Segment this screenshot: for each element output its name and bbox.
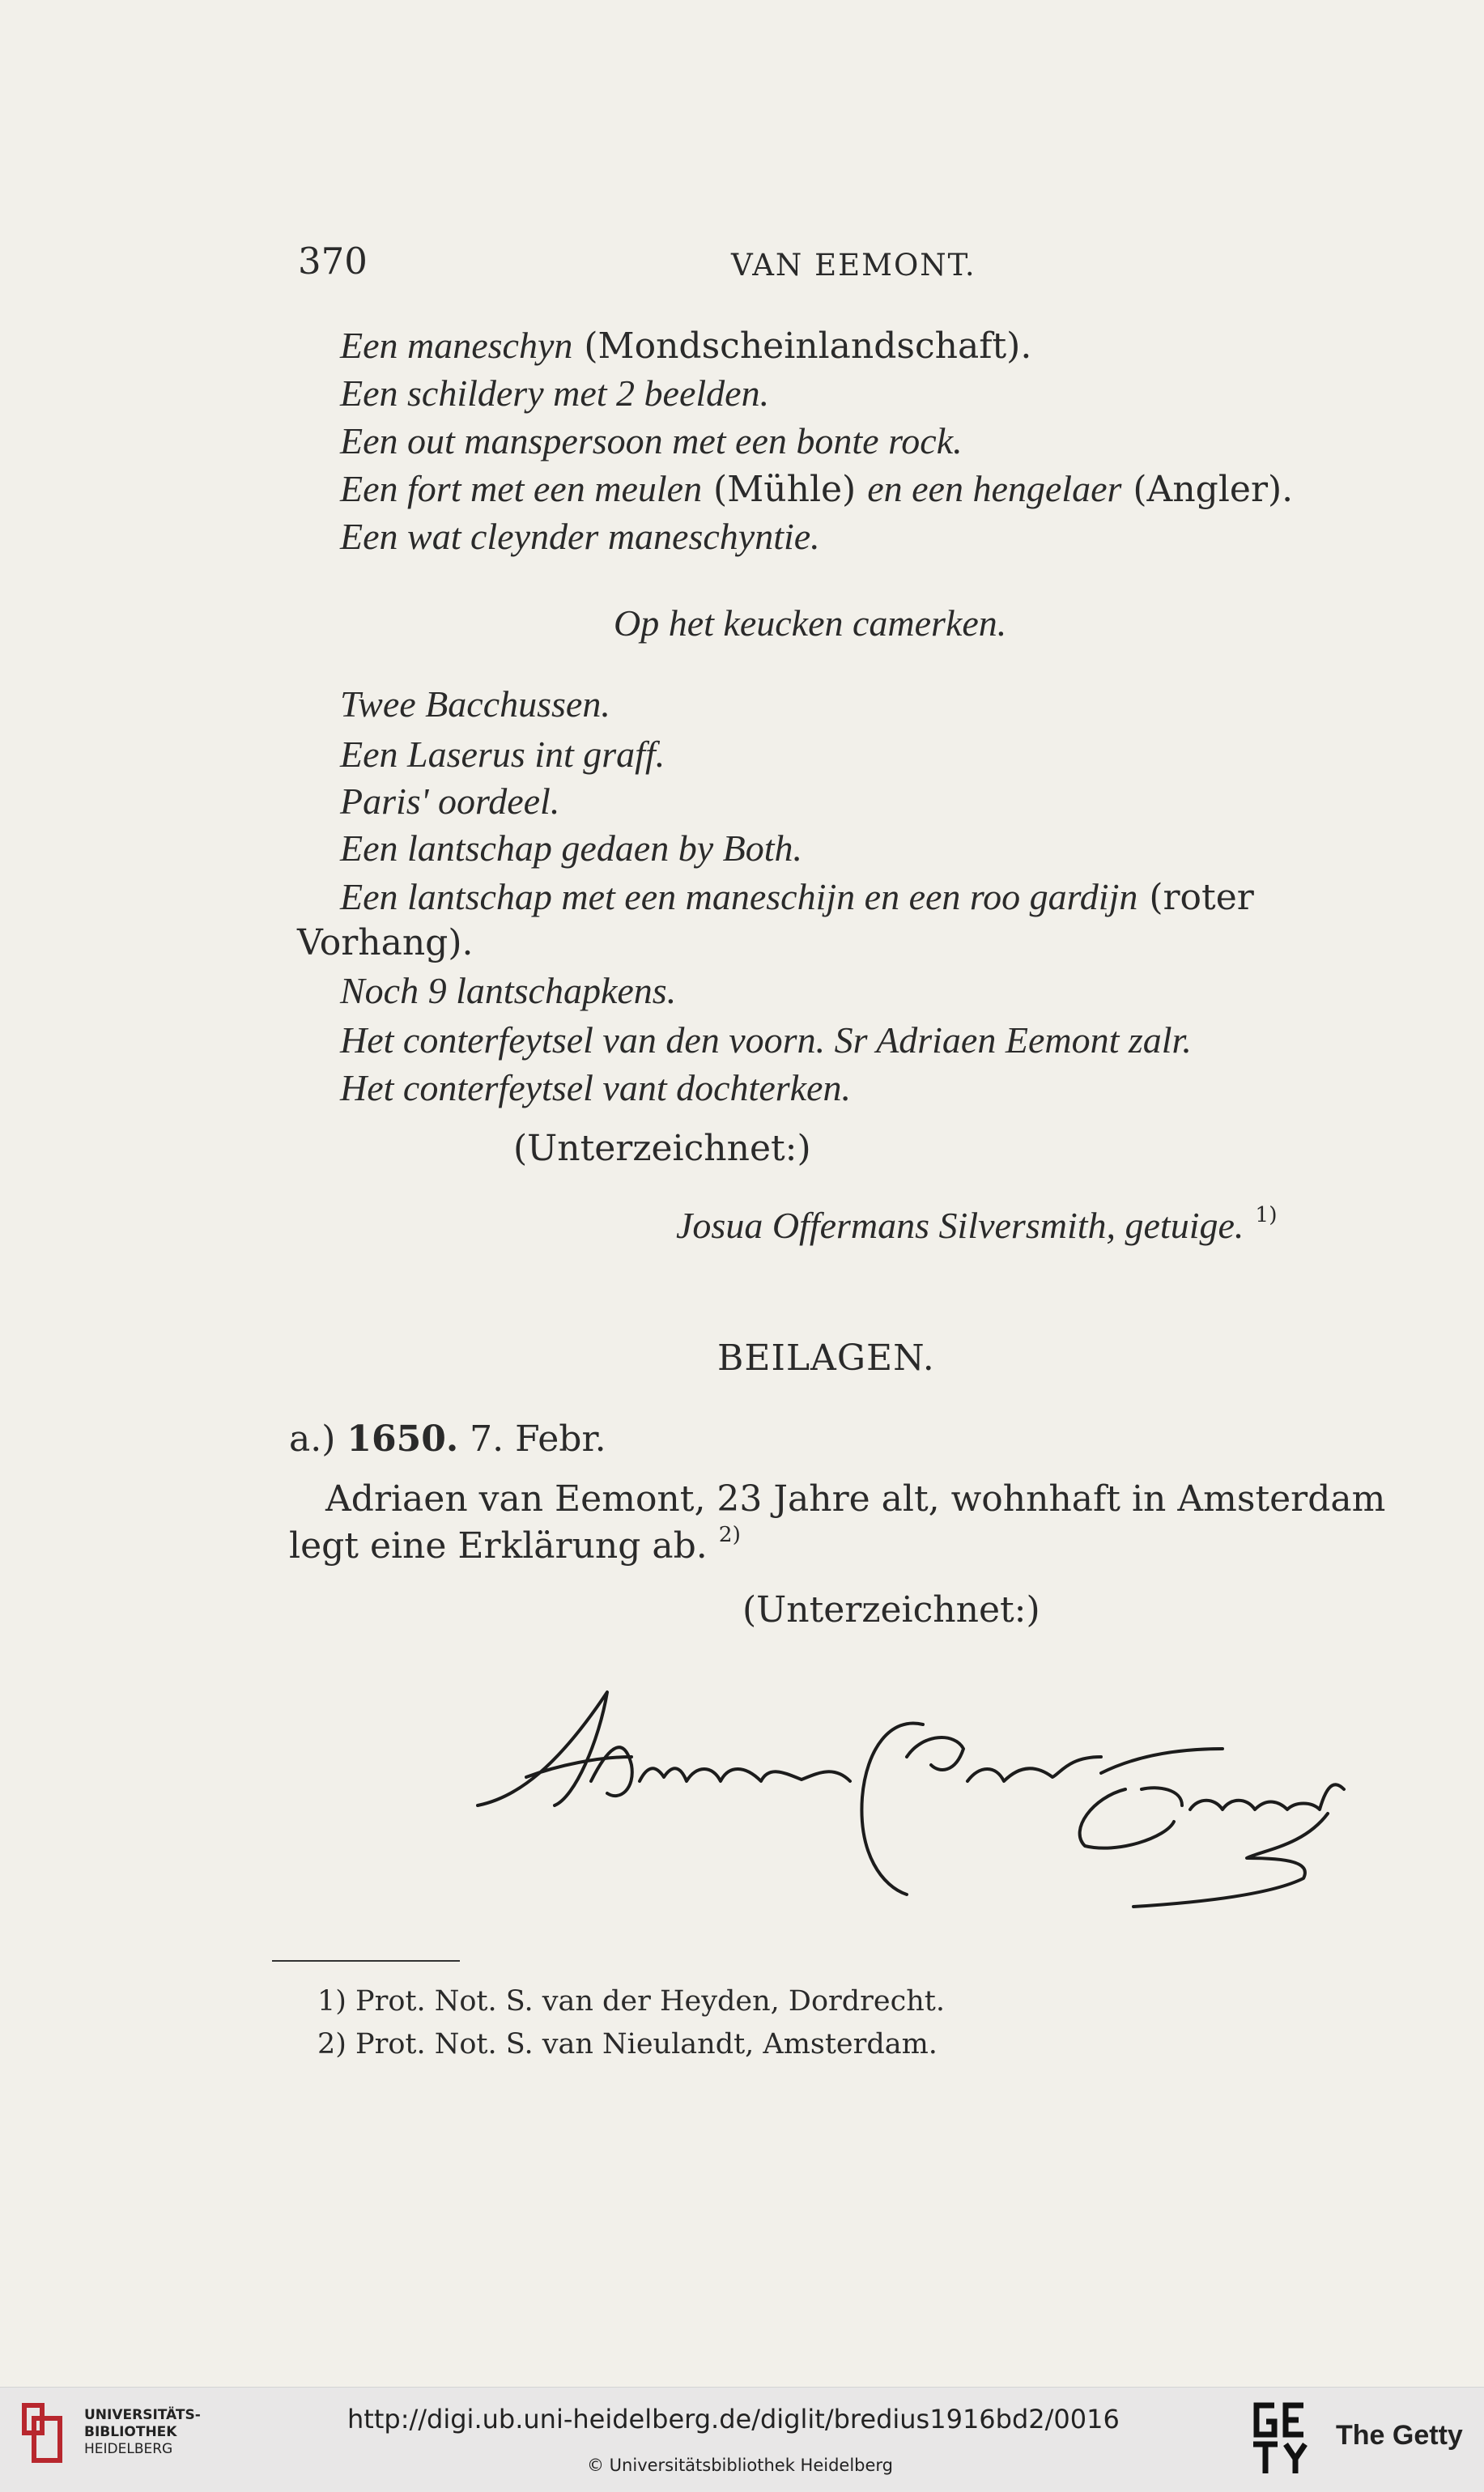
inventory-line: Paris' oordeel. <box>340 780 560 822</box>
getty-text: The Getty <box>1336 2420 1463 2451</box>
library-name-line: UNIVERSITÄTS- <box>84 2407 201 2423</box>
inventory-line: Het conterfeytsel van den voorn. Sr Adriaen Eemont zalr. <box>340 1019 1192 1061</box>
inventory-line-continuation: Vorhang). <box>297 922 474 963</box>
source-url-link[interactable]: http://digi.ub.uni-heidelberg.de/diglit/bredius1916bd2/0016 <box>347 2404 1120 2435</box>
inventory-line: Een fort met een meulen (Mühle) en een hengelaer (Angler). <box>340 468 1294 510</box>
signed-note: (Unterzeichnet:) <box>513 1128 811 1169</box>
inventory-line: Noch 9 lantschapkens. <box>340 970 677 1011</box>
room-subheading: Op het keucken camerken. <box>614 602 1007 644</box>
inventory-line: Een out manspersoon met een bonte rock. <box>340 420 963 461</box>
inventory-line: Twee Bacchussen. <box>340 683 610 725</box>
running-head: VAN EEMONT. <box>731 248 976 283</box>
copyright-text: © Universitätsbibliothek Heidelberg <box>587 2456 894 2475</box>
page-number: 370 <box>298 240 368 283</box>
signed-note: (Unterzeichnet:) <box>742 1589 1040 1631</box>
entry-body-line: Adriaen van Eemont, 23 Jahre alt, wohnhaft in Amsterdam <box>325 1478 1386 1520</box>
inventory-line: Het conterfeytsel vant dochterken. <box>340 1067 851 1108</box>
inventory-line: Een Laserus int graff. <box>340 734 665 775</box>
inventory-line: Een maneschyn (Mondscheinlandschaft). <box>340 325 1032 367</box>
section-title: BEILAGEN. <box>717 1337 935 1379</box>
inventory-line: Een schildery met 2 beelden. <box>340 372 770 414</box>
witness-line: Josua Offermans Silversmith, getuige. $^{1)}$ <box>676 1202 1278 1246</box>
ub-heidelberg-logo-icon <box>18 2401 70 2465</box>
handwritten-signature <box>470 1644 1360 1911</box>
entry-heading: a.) 1650. 7. Febr. <box>289 1418 606 1460</box>
inventory-line: Een lantschap gedaen by Both. <box>340 827 803 869</box>
footnote-rule <box>272 1960 460 1962</box>
footnote: 2) Prot. Not. S. van Nieulandt, Amsterdam. <box>317 2028 938 2060</box>
library-name-line: BIBLIOTHEK <box>84 2424 177 2440</box>
inventory-line: Een wat cleynder maneschyntie. <box>340 516 820 557</box>
footer-bar <box>0 2387 1484 2492</box>
getty-logo-icon <box>1250 2399 1310 2478</box>
inventory-line: Een lantschap met een maneschijn en een roo gardijn (roter <box>340 876 1254 918</box>
library-name-line: HEIDELBERG <box>84 2441 173 2457</box>
entry-body-line: legt eine Erklärung ab. $^{2)}$ <box>289 1522 741 1567</box>
footnote: 1) Prot. Not. S. van der Heyden, Dordrecht. <box>317 1985 945 2018</box>
